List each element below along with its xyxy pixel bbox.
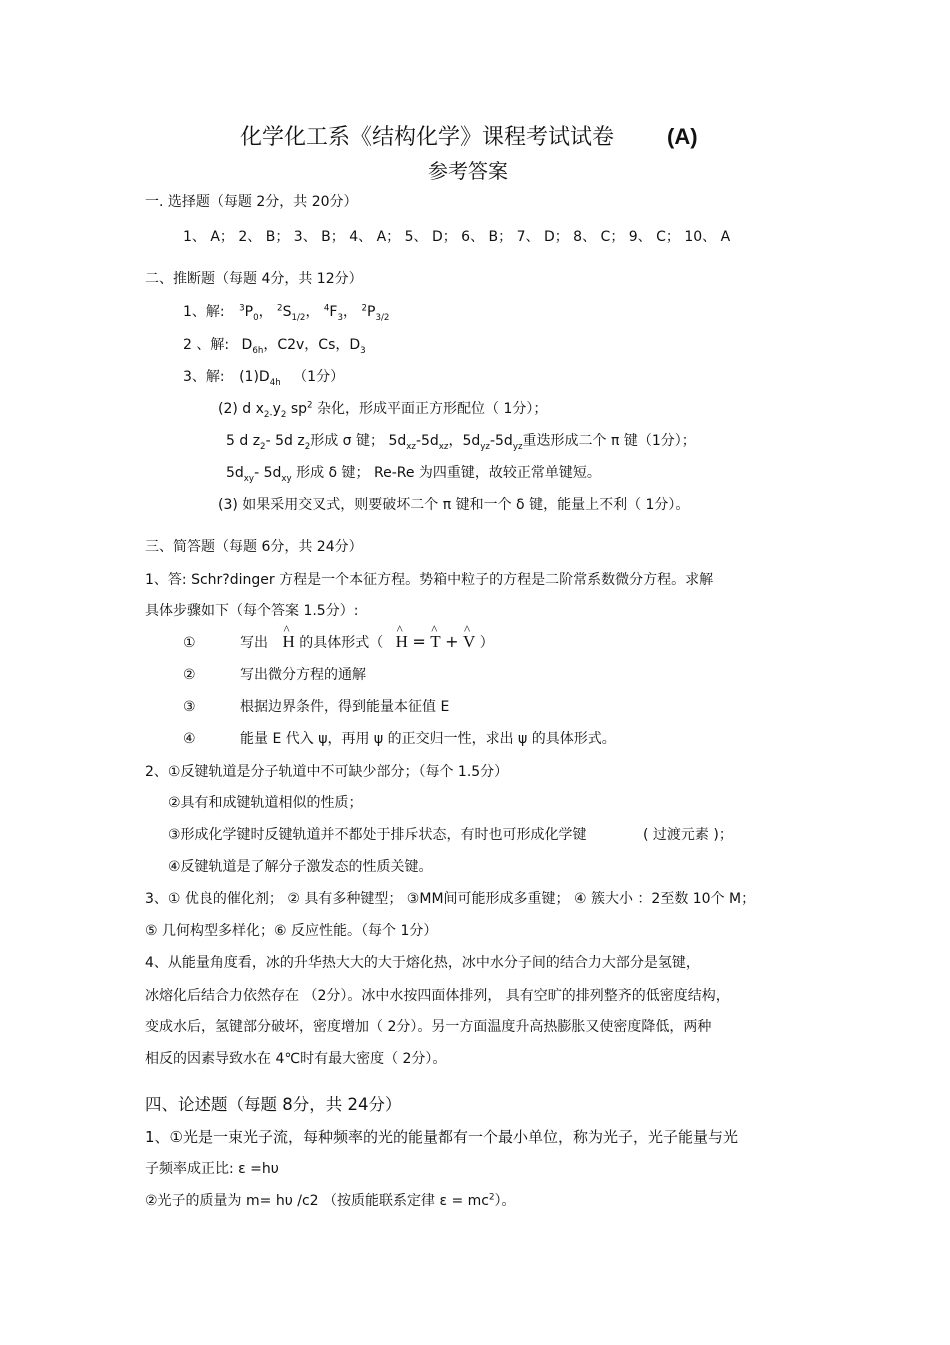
term-symbol: $^2P_{3/2}$ xyxy=(361,303,390,323)
section-2-q3-part2: (2) d $x_{2-}y_2$ $sp^2$ 杂化，形成平面正方形配位（ 1分）； xyxy=(218,400,548,420)
hamiltonian-operator: ^ H xyxy=(396,632,408,652)
section-2-q1: 1、解: $^3P_0$， $^2S_{1/2}$， $^4F_3$， $^2P_{3/2}$ xyxy=(183,303,390,323)
page-subtitle: 参考答案 xyxy=(428,159,508,183)
answer-2-line-1: 2、①反键轨道是分子轨道中不可缺少部分；（每个 1.5分） xyxy=(145,764,509,780)
step-3: ③ 根据边界条件，得到能量本征值 E xyxy=(183,699,450,715)
answer-2-line-2: ②具有和成键轨道相似的性质； xyxy=(168,795,363,811)
step-number: ① xyxy=(183,635,196,651)
essay-1-line-1: 1、①光是一束光子流，每种频率的光的能量都有一个最小单位，称为光子，光子能量与光 xyxy=(145,1128,738,1146)
section-2-q3: 3、解: $(1)D_{4h}$ （1分） xyxy=(183,369,345,388)
term-symbol: $^3P_0$ xyxy=(239,303,259,323)
term-symbol: $^2S_{1/2}$ xyxy=(277,303,306,323)
answer-4-line-1: 4、从能量角度看，冰的升华热大大的大于熔化热，冰中水分子间的结合力大部分是氢键， xyxy=(145,955,700,971)
kinetic-operator: ^ T xyxy=(430,632,440,652)
page-title xyxy=(240,120,698,151)
section-1-answers: 1、 A； 2、 B； 3、 B； 4、 A； 5、 D； 6、 B； 7、 D； 8、 C； 9、 C； 10、 A xyxy=(183,229,731,245)
section-4-heading: 四、论述题（每题 8分，共 24分） xyxy=(145,1095,402,1114)
section-2-q2: 2 、解: $D_{6h}$，C2v，Cs，$D_3$ xyxy=(183,337,366,356)
section-2-q3-part5: (3) 如果采用交叉式，则要破坏二个 π 键和一个 δ 键，能量上不利（ 1分）。 xyxy=(218,497,690,513)
hamiltonian-symbol: ^ H xyxy=(282,632,294,652)
answer-2-line-3: ③形成化学键时反键轨道并不都处于排斥状态，有时也可形成化学键 ( 过渡元素 )； xyxy=(168,827,733,843)
essay-1-line-2: 子频率成正比: ε =hυ xyxy=(145,1161,279,1177)
step-4: ④ 能量 E 代入 ψ，再用 ψ 的正交归一性，求出 ψ 的具体形式。 xyxy=(183,731,616,747)
answer-1-line-2: 具体步骤如下（每个答案 1.5分）: xyxy=(145,603,359,619)
answer-3-line-1: 3、① 优良的催化剂； ② 具有多种键型； ③MM间可能形成多重键； ④ 簇大小 ：2至数 10个 M； xyxy=(145,891,756,907)
term-symbol: $^4F_3$ xyxy=(323,303,344,323)
answer-4-line-4: 相反的因素导致水在 4℃时有最大密度（ 2分）。 xyxy=(145,1051,447,1067)
step-2: ② 写出微分方程的通解 xyxy=(183,667,367,683)
q3-part1: (1)D xyxy=(239,369,270,385)
title-text: 化学化工系《结构化学》课程考试试卷 xyxy=(240,125,615,150)
q2-label: 2 、解: xyxy=(183,337,230,353)
answer-4-line-2: 冰熔化后结合力依然存在 （2分）。冰中水按四面体排列， 具有空旷的排列整齐的低密度结构， xyxy=(145,988,730,1004)
answer-3-line-2: ⑤ 几何构型多样化；⑥ 反应性能。（每个 1分） xyxy=(145,923,438,939)
q2-answer: D xyxy=(241,337,253,353)
step-1: ① 写出 ^ H 的具体形式（ ^ H = ^ T + ^ V ） xyxy=(183,632,494,652)
section-2-q3-part3: 5 d $z_2-$ 5d $z_2$形成 σ 键； $5d_{xz}-5d_{xz}$，$5d_{yz}-5d_{yz}$重迭形成二个 π 键（1分）； xyxy=(226,433,696,452)
potential-operator: ^ V xyxy=(463,632,475,652)
q3-label: 3、解: xyxy=(183,369,225,385)
q1-label: 1、解: xyxy=(183,304,225,320)
essay-1-line-3: ②光子的质量为 m= hυ /c2 （按质能联系定律 $\varepsilon = mc^2$）。 xyxy=(145,1192,516,1209)
answer-1-line-1: 1、答: Schr?dinger 方程是一个本征方程。势箱中粒子的方程是二阶常系数微分方程。求解 xyxy=(145,572,714,588)
answer-4-line-3: 变成水后，氢键部分破坏，密度增加（ 2分）。另一方面温度升高热膨胀又使密度降低，两种 xyxy=(145,1019,712,1035)
section-3-heading: 三、简答题（每题 6分，共 24分） xyxy=(145,539,363,555)
answer-2-line-4: ④反键轨道是了解分子激发态的性质关键。 xyxy=(168,859,433,875)
section-1-heading: 一. 选择题（每题 2分，共 20分） xyxy=(145,194,358,210)
section-2-q3-part4: $5d_{xy}-$ $5d_{xy}$ 形成 δ 键； Re-Re 为四重键，故较正常单键短。 xyxy=(226,465,601,484)
title-suffix: (A) xyxy=(667,124,698,149)
section-2-heading: 二、推断题（每题 4分，共 12分） xyxy=(145,271,363,287)
